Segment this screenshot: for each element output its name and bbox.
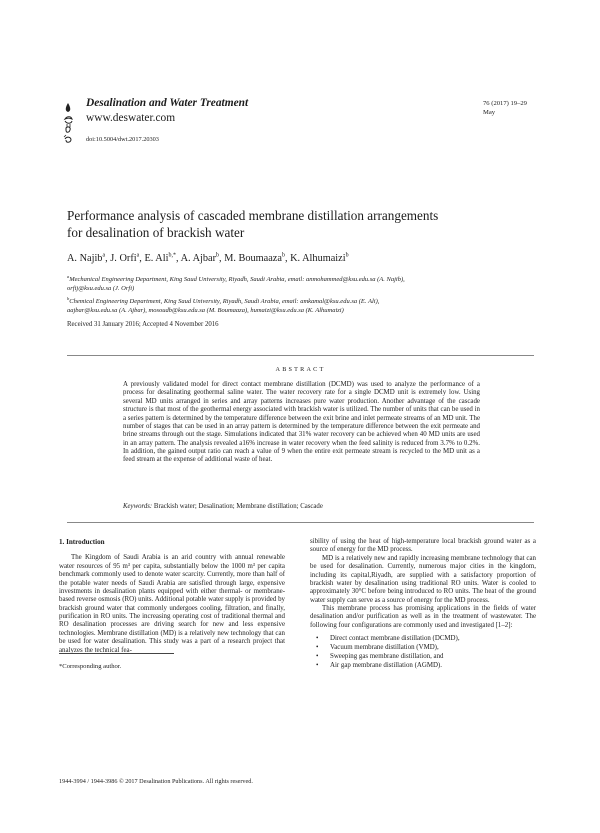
paragraph: sibility of using the heat of high-temperature local brackish ground water as a source of energy for the MD process. (310, 538, 536, 554)
list-item: • Sweeping gas membrane distillation, and (324, 652, 536, 661)
author: K. Alhumaizi$^b$ (290, 253, 349, 265)
paragraph: MD is a relatively new and rapidly increasing membrane technology that can be used for desalination. Currently, numerous major cities in the kingdom, including its capital,Riyadh, are supplied with a satisfactory proportion of brackish water by desalination using traditional RO units. Water is cooled to approximately 30°C before being introduced to RO units. The heat of the ground water supply can serve as a source of energy for the MD process. (310, 554, 536, 604)
divider (67, 522, 534, 523)
author: E. Ali$^{b,*}$, (144, 253, 181, 265)
issue-month: May (483, 109, 496, 116)
affiliation-a: $^a$Mechanical Engineering Department, King Saud University, Riyadh, Saudi Arabia, email: anmohammed@ksu.edu.sa (A. Najib), orfij@ksu.edu.sa (J. Orfi) (67, 274, 405, 293)
keywords-text: Brackish water; Desalination; Membrane distillation; Cascade (153, 503, 323, 510)
author: A. Ajbar$^b$, (180, 253, 225, 265)
author-list (67, 253, 349, 264)
divider (67, 355, 534, 356)
paragraph: The Kingdom of Saudi Arabia is an arid country with annual renewable water resources of 95 m³ per capita, substantially below the 1000 m³ per capita benchmark commonly used to denote water scarcity. Currently, more than half of the potable water needs of Saudi Arabia are satisfied through large, expensive investments in desalination plants equipped with either thermal- or membrane-based reverse osmosis (RO) units. Additional potable water supply is provided by brackish ground water that commonly undergoes cooling, filtration, and finally, purification in RO units. The increasing operating cost of traditional thermal and RO desalination processes are driving search for new and less expensive technologies. Membrane distillation (MD) is a relatively new technology that can be used for water desalination. This study was a part of a research project that analyzes the technical fea- (59, 554, 285, 654)
list-item: • Direct contact membrane distillation (DCMD), (324, 634, 536, 643)
journal-logo-icon (62, 100, 78, 144)
keywords-label: Keywords: (123, 503, 153, 510)
article-title (67, 207, 537, 241)
keywords (123, 503, 483, 510)
footnote-rule (59, 653, 174, 654)
journal-url[interactable]: www.deswater.com (86, 112, 176, 124)
title-line-2: for desalination of brackish water (67, 225, 245, 240)
volume-line: 76 (2017) 19–29 (483, 100, 527, 107)
copyright: 1944-3994 / 1944-3986 © 2017 Desalination Publications. All rights reserved. (59, 778, 253, 785)
body-column-right (310, 538, 536, 670)
affil-marker: a (67, 274, 70, 279)
title-line-1: Performance analysis of cascaded membrane distillation arrangements (67, 208, 439, 223)
author: A. Najib$^a$, (67, 253, 111, 265)
list-item: • Air gap membrane distillation (AGMD). (324, 661, 536, 670)
section-heading: 1. Introduction (59, 538, 105, 546)
config-list (310, 634, 536, 670)
received-dates: Received 31 January 2016; Accepted 4 November 2016 (67, 321, 219, 328)
volume-info (483, 99, 563, 117)
affil-marker: b (67, 296, 70, 301)
doi[interactable]: doi:10.5004/dwt.2017.20303 (86, 136, 159, 143)
abstract-text: A previously validated model for direct contact membrane distillation (DCMD) was used to analyze the performance of a process for desalinating geothermal saline water. The water recovery rate for a single DCMD unit is extremely low. Using several MD units arranged in series and array patterns increases pure water production. Another advantage of the cascade structure is that most of the geothermal energy associated with brackish water is utilized. The number of units that can be used in a series pattern is determined by the temperature difference between the exit brine and inlet permeate streams of an MD unit. The number of stages that can be used in an array pattern is determined by the temperature difference between the exit permeate and brine streams through out the stage. Simulations indicated that 31% water recovery can be achieved when 40 MD units are used in an array pattern. The analysis revealed a16% increase in water recovery when the feed salinity is reduced from 3.7% to 0.2%. In addition, the gained output ratio can reach a value of 9 when the entire exit permeate stream is recycled to the MD unit as a feed stream at the expense of additional waste of heat. (123, 381, 480, 464)
author: M. Boumaaza$^b$, (224, 253, 291, 265)
author: J. Orfi$^a$, (110, 253, 145, 265)
paragraph: This membrane process has promising applications in the fields of water desalination and/or purification as well as in the treatment of wastewater. The following four configurations are commonly used and investigated [1–2]: (310, 605, 536, 629)
list-item: • Vacuum membrane distillation (VMD), (324, 643, 536, 652)
body-column-left (59, 538, 285, 655)
footnote: *Corresponding author. (59, 663, 122, 670)
affiliation-b: $^b$Chemical Engineering Department, King Saud University, Riyadh, Saudi Arabia, email: amkamal@ksu.edu.sa (E. Ali), aajbar@ksu.edu.sa (A. Ajbar), mosoudb@ksu.edu.sa (M. Boumaaza), humaizi@ksu.edu.sa (K. Alhumaizi) (67, 296, 380, 315)
journal-name: Desalination and Water Treatment (86, 97, 249, 109)
abstract-heading: ABSTRACT (275, 366, 326, 373)
